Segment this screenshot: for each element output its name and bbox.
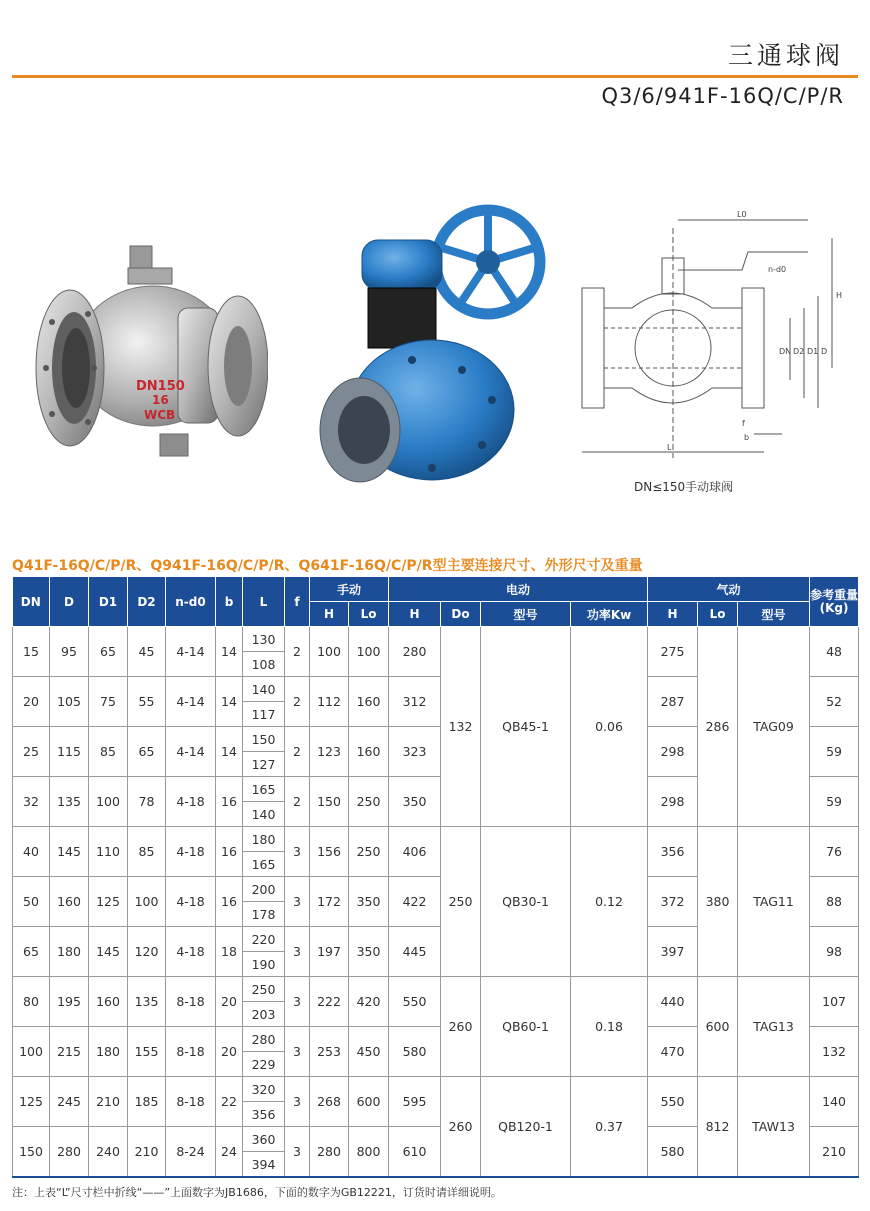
- cell-nd0: 4-18: [166, 827, 216, 877]
- cell-pneumatic-h: 470: [648, 1027, 698, 1077]
- cell-dn: 80: [13, 977, 50, 1027]
- cell-d1: 160: [89, 977, 128, 1027]
- dim-label-dn: DN: [779, 347, 792, 356]
- cell-manual-h: 268: [310, 1077, 349, 1127]
- valve-dimension-drawing: [572, 208, 862, 470]
- header-pneumatic-model: 型号: [738, 602, 810, 627]
- cell-pneumatic-model: TAW13: [738, 1077, 810, 1178]
- cell-pneumatic-h: 397: [648, 927, 698, 977]
- cell-d1: 85: [89, 727, 128, 777]
- cell-l-gb: 165: [243, 852, 285, 877]
- cell-nd0: 4-14: [166, 677, 216, 727]
- cell-weight: 52: [810, 677, 859, 727]
- cell-pneumatic-h: 356: [648, 827, 698, 877]
- cell-f: 3: [285, 977, 310, 1027]
- cell-electric-do: 250: [441, 827, 481, 977]
- cell-f: 3: [285, 877, 310, 927]
- dim-label-h: H: [836, 291, 843, 300]
- cell-d1: 110: [89, 827, 128, 877]
- cell-pneumatic-lo: 600: [698, 977, 738, 1077]
- cell-dn: 25: [13, 727, 50, 777]
- cell-weight: 132: [810, 1027, 859, 1077]
- header-dn: DN: [13, 577, 50, 627]
- cell-nd0: 8-24: [166, 1127, 216, 1178]
- cell-electric-h: 350: [389, 777, 441, 827]
- cell-electric-power: 0.37: [571, 1077, 648, 1178]
- cell-electric-do: 260: [441, 977, 481, 1077]
- cell-nd0: 4-18: [166, 877, 216, 927]
- cell-d1: 125: [89, 877, 128, 927]
- dim-label-d: D: [821, 347, 828, 356]
- cell-d2: 135: [128, 977, 166, 1027]
- header-d: D: [50, 577, 89, 627]
- cell-d1: 145: [89, 927, 128, 977]
- cell-b: 18: [216, 927, 243, 977]
- cell-manual-lo: 450: [349, 1027, 389, 1077]
- cell-manual-h: 172: [310, 877, 349, 927]
- cell-d1: 65: [89, 627, 128, 677]
- cell-d: 280: [50, 1127, 89, 1178]
- cell-electric-model: QB45-1: [481, 627, 571, 827]
- cell-manual-h: 197: [310, 927, 349, 977]
- cell-d1: 180: [89, 1027, 128, 1077]
- cell-electric-h: 610: [389, 1127, 441, 1178]
- cell-electric-power: 0.12: [571, 827, 648, 977]
- cell-nd0: 4-18: [166, 927, 216, 977]
- cell-d: 180: [50, 927, 89, 977]
- cell-l-gb: 108: [243, 652, 285, 677]
- cell-l-gb: 394: [243, 1152, 285, 1178]
- cell-b: 16: [216, 777, 243, 827]
- cell-weight: 210: [810, 1127, 859, 1178]
- dim-label-l: L: [667, 443, 672, 452]
- cell-manual-h: 280: [310, 1127, 349, 1178]
- dim-label-l0: L0: [737, 210, 747, 219]
- cell-manual-lo: 160: [349, 727, 389, 777]
- cell-d1: 75: [89, 677, 128, 727]
- cell-pneumatic-h: 372: [648, 877, 698, 927]
- page-title: 三通球阀: [727, 41, 844, 70]
- body-marking-dn: DN150: [136, 379, 185, 394]
- cell-d2: 55: [128, 677, 166, 727]
- cell-f: 2: [285, 627, 310, 677]
- cell-d2: 85: [128, 827, 166, 877]
- cell-d2: 120: [128, 927, 166, 977]
- cell-l-jb: 200: [243, 877, 285, 902]
- header-l: L: [243, 577, 285, 627]
- cell-d: 195: [50, 977, 89, 1027]
- cell-b: 14: [216, 727, 243, 777]
- dim-label-d1: D1: [807, 347, 819, 356]
- cell-l-gb: 127: [243, 752, 285, 777]
- cell-nd0: 4-14: [166, 627, 216, 677]
- header-manual-h: H: [310, 602, 349, 627]
- cell-manual-h: 112: [310, 677, 349, 727]
- header-b: b: [216, 577, 243, 627]
- cell-dn: 50: [13, 877, 50, 927]
- cell-l-jb: 130: [243, 627, 285, 652]
- cell-weight: 88: [810, 877, 859, 927]
- cell-d: 215: [50, 1027, 89, 1077]
- cell-dn: 40: [13, 827, 50, 877]
- cell-l-jb: 280: [243, 1027, 285, 1052]
- cell-manual-lo: 250: [349, 777, 389, 827]
- header-electric-do: Do: [441, 602, 481, 627]
- cell-weight: 76: [810, 827, 859, 877]
- cell-d: 95: [50, 627, 89, 677]
- cell-pneumatic-lo: 812: [698, 1077, 738, 1178]
- cell-d1: 100: [89, 777, 128, 827]
- cell-b: 20: [216, 977, 243, 1027]
- cell-f: 3: [285, 1127, 310, 1178]
- header-pneumatic: 气动: [648, 577, 810, 602]
- cell-electric-do: 260: [441, 1077, 481, 1178]
- cell-d2: 65: [128, 727, 166, 777]
- body-marking-pn: 16: [152, 393, 169, 407]
- header-f: f: [285, 577, 310, 627]
- dim-label-d2: D2: [793, 347, 805, 356]
- cell-pneumatic-h: 275: [648, 627, 698, 677]
- cell-pneumatic-model: TAG11: [738, 827, 810, 977]
- cell-electric-h: 406: [389, 827, 441, 877]
- cell-dn: 125: [13, 1077, 50, 1127]
- header-nd0: n-d0: [166, 577, 216, 627]
- cell-pneumatic-h: 440: [648, 977, 698, 1027]
- cell-pneumatic-h: 287: [648, 677, 698, 727]
- dim-label-nd0: n-d0: [768, 265, 787, 274]
- cell-nd0: 8-18: [166, 1077, 216, 1127]
- header-d1: D1: [89, 577, 128, 627]
- cell-d1: 240: [89, 1127, 128, 1178]
- footnote: 注：上表“L”尺寸栏中折线“——”上面数字为JB1686，下面的数字为GB12221，订货时请详细说明。: [12, 1186, 502, 1199]
- cell-weight: 59: [810, 727, 859, 777]
- cell-l-jb: 220: [243, 927, 285, 952]
- cell-manual-h: 222: [310, 977, 349, 1027]
- header-electric-h: H: [389, 602, 441, 627]
- cell-weight: 98: [810, 927, 859, 977]
- cell-pneumatic-model: TAG09: [738, 627, 810, 827]
- cell-l-gb: 203: [243, 1002, 285, 1027]
- cell-manual-h: 100: [310, 627, 349, 677]
- cell-dn: 32: [13, 777, 50, 827]
- cell-b: 24: [216, 1127, 243, 1178]
- cell-b: 22: [216, 1077, 243, 1127]
- cell-manual-lo: 250: [349, 827, 389, 877]
- cell-manual-lo: 100: [349, 627, 389, 677]
- cell-electric-h: 280: [389, 627, 441, 677]
- model-number: Q3/6/941F-16Q/C/P/R: [601, 84, 844, 108]
- cell-d2: 210: [128, 1127, 166, 1178]
- cell-manual-lo: 800: [349, 1127, 389, 1178]
- cell-dn: 65: [13, 927, 50, 977]
- cell-nd0: 4-18: [166, 777, 216, 827]
- cell-d2: 45: [128, 627, 166, 677]
- cell-weight: 59: [810, 777, 859, 827]
- cell-electric-h: 550: [389, 977, 441, 1027]
- gear-operated-ball-valve-photo: [312, 200, 547, 485]
- cell-manual-lo: 600: [349, 1077, 389, 1127]
- cell-electric-model: QB120-1: [481, 1077, 571, 1178]
- cell-b: 14: [216, 627, 243, 677]
- cell-d: 145: [50, 827, 89, 877]
- cell-pneumatic-lo: 380: [698, 827, 738, 977]
- cell-electric-h: 445: [389, 927, 441, 977]
- header-manual-lo: Lo: [349, 602, 389, 627]
- cell-l-jb: 180: [243, 827, 285, 852]
- cell-l-jb: 140: [243, 677, 285, 702]
- cell-l-jb: 360: [243, 1127, 285, 1152]
- cell-weight: 107: [810, 977, 859, 1027]
- cell-l-gb: 140: [243, 802, 285, 827]
- header-electric-model: 型号: [481, 602, 571, 627]
- dimension-table: [12, 577, 859, 1178]
- cell-f: 2: [285, 727, 310, 777]
- cell-l-gb: 356: [243, 1102, 285, 1127]
- cell-l-jb: 150: [243, 727, 285, 752]
- cell-electric-h: 595: [389, 1077, 441, 1127]
- header-pneumatic-lo: Lo: [698, 602, 738, 627]
- cell-electric-power: 0.06: [571, 627, 648, 827]
- cell-f: 2: [285, 677, 310, 727]
- cell-manual-h: 150: [310, 777, 349, 827]
- cell-l-gb: 178: [243, 902, 285, 927]
- cell-l-jb: 320: [243, 1077, 285, 1102]
- cell-d2: 185: [128, 1077, 166, 1127]
- cell-d1: 210: [89, 1077, 128, 1127]
- cell-d2: 155: [128, 1027, 166, 1077]
- header-weight: 参考重量(Kg): [810, 577, 859, 627]
- cell-manual-lo: 420: [349, 977, 389, 1027]
- cell-dn: 20: [13, 677, 50, 727]
- dim-label-f: f: [742, 419, 745, 428]
- cell-d: 245: [50, 1077, 89, 1127]
- cell-d2: 78: [128, 777, 166, 827]
- body-marking-material: WCB: [144, 408, 176, 422]
- cell-l-jb: 165: [243, 777, 285, 802]
- cell-d: 105: [50, 677, 89, 727]
- cell-manual-h: 123: [310, 727, 349, 777]
- cell-nd0: 8-18: [166, 1027, 216, 1077]
- cell-electric-model: QB60-1: [481, 977, 571, 1077]
- dim-label-b: b: [744, 433, 750, 442]
- cell-d2: 100: [128, 877, 166, 927]
- cell-manual-lo: 350: [349, 877, 389, 927]
- cell-electric-h: 580: [389, 1027, 441, 1077]
- cell-weight: 48: [810, 627, 859, 677]
- cell-electric-h: 312: [389, 677, 441, 727]
- header-electric-power: 功率Kw: [571, 602, 648, 627]
- table-title: Q41F-16Q/C/P/R、Q941F-16Q/C/P/R、Q641F-16Q/C/P/R型主要连接尺寸、外形尺寸及重量: [12, 558, 643, 574]
- cell-f: 3: [285, 1077, 310, 1127]
- cell-d: 135: [50, 777, 89, 827]
- cell-l-gb: 117: [243, 702, 285, 727]
- cell-b: 16: [216, 877, 243, 927]
- cell-weight: 140: [810, 1077, 859, 1127]
- header-divider: [12, 75, 858, 78]
- cell-dn: 150: [13, 1127, 50, 1178]
- cell-manual-lo: 160: [349, 677, 389, 727]
- cell-pneumatic-h: 550: [648, 1077, 698, 1127]
- cell-pneumatic-model: TAG13: [738, 977, 810, 1077]
- cell-f: 3: [285, 927, 310, 977]
- header-pneumatic-h: H: [648, 602, 698, 627]
- cell-nd0: 8-18: [166, 977, 216, 1027]
- cell-pneumatic-h: 298: [648, 777, 698, 827]
- cell-pneumatic-h: 298: [648, 727, 698, 777]
- cell-dn: 100: [13, 1027, 50, 1077]
- cell-f: 2: [285, 777, 310, 827]
- cell-manual-lo: 350: [349, 927, 389, 977]
- cell-d: 160: [50, 877, 89, 927]
- drawing-caption: DN≤150手动球阀: [634, 480, 734, 494]
- cell-dn: 15: [13, 627, 50, 677]
- cell-d: 115: [50, 727, 89, 777]
- cell-b: 14: [216, 677, 243, 727]
- cell-nd0: 4-14: [166, 727, 216, 777]
- header-d2: D2: [128, 577, 166, 627]
- cell-electric-h: 422: [389, 877, 441, 927]
- cell-b: 16: [216, 827, 243, 877]
- cell-f: 3: [285, 1027, 310, 1077]
- cell-pneumatic-lo: 286: [698, 627, 738, 827]
- cell-b: 20: [216, 1027, 243, 1077]
- header-manual: 手动: [310, 577, 389, 602]
- manual-ball-valve-photo: [28, 238, 268, 468]
- cell-manual-h: 156: [310, 827, 349, 877]
- cell-pneumatic-h: 580: [648, 1127, 698, 1178]
- cell-l-gb: 190: [243, 952, 285, 977]
- cell-l-jb: 250: [243, 977, 285, 1002]
- header-electric: 电动: [389, 577, 648, 602]
- cell-electric-do: 132: [441, 627, 481, 827]
- cell-f: 3: [285, 827, 310, 877]
- cell-electric-model: QB30-1: [481, 827, 571, 977]
- cell-l-gb: 229: [243, 1052, 285, 1077]
- cell-electric-h: 323: [389, 727, 441, 777]
- cell-electric-power: 0.18: [571, 977, 648, 1077]
- cell-manual-h: 253: [310, 1027, 349, 1077]
